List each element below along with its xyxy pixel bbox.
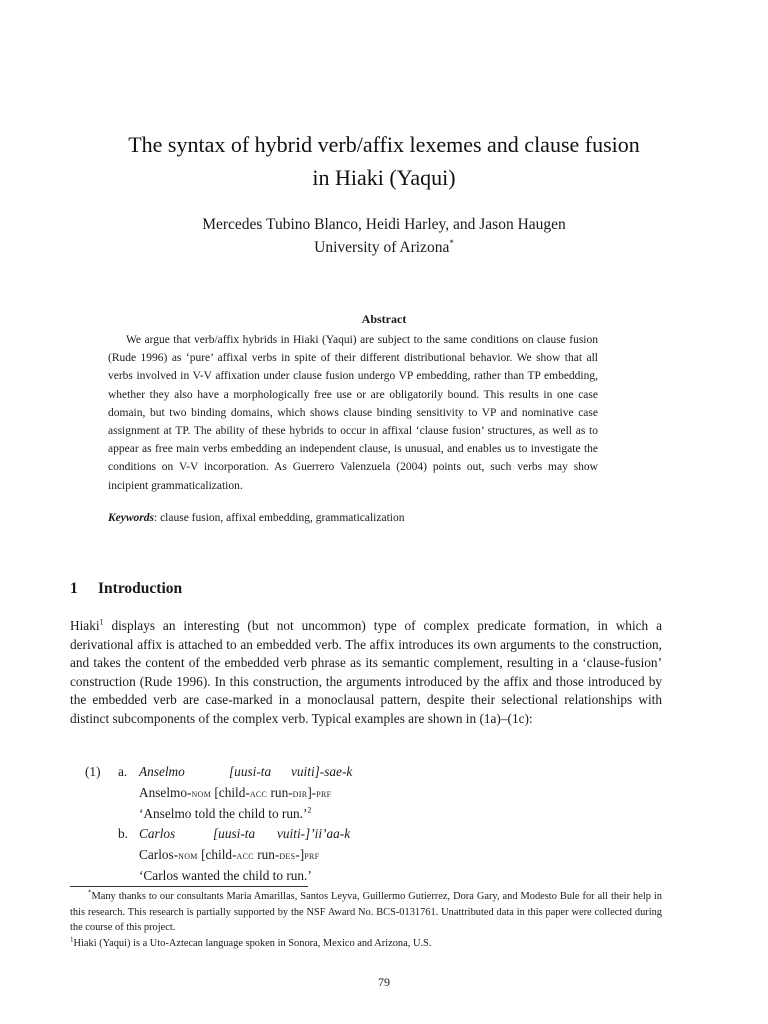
intro-paragraph [70, 617, 662, 729]
section-number: 1 [70, 580, 78, 597]
title-line-1: The syntax of hybrid verb/affix lexemes and clause fusion [128, 132, 640, 157]
keywords-separator: : [154, 512, 158, 524]
footnote-star-mark: * [88, 888, 92, 897]
gloss-affix: des [279, 848, 296, 862]
footnote-mark-2: 2 [307, 805, 312, 815]
footnote-rule [70, 886, 308, 887]
footnotes [70, 889, 662, 951]
example-1b-letter: b. [118, 826, 128, 841]
footnote-mark-1: 1 [99, 617, 104, 627]
gloss-affix: dir [292, 786, 308, 800]
affiliation-footnote-mark: * [449, 237, 454, 248]
intro-text: displays an interesting (but not uncommon) type of complex predicate formation, in which a derivational affix is attached to an embedded verb. The affix introduces its own arguments to the construction, and takes the content of the embedded verb phrase as its semantic complement, resulting in a ‘clause-fusion’ construction (Rude 1996). In this construction, the arguments introduced by the affix and those introduced by the embedded verb are case-marked in a monoclausal pattern, despite their selectional relationships with distinct subcomponents of the complex verb. Typical examples are shown in (1a)–(1c): [70, 618, 662, 726]
example-number: (1) [85, 764, 101, 779]
example-1b-gloss [139, 823, 539, 886]
gloss-stem: Anselmo- [139, 785, 192, 800]
gloss-stem: Carlos- [139, 847, 179, 862]
footnote-acknowledgements [70, 889, 662, 936]
gloss-segment: -] [295, 847, 305, 862]
author-names: Mercedes Tubino Blanco, Heidi Harley, and Jason Haugen [202, 216, 566, 233]
example-1a-gloss-line [139, 782, 539, 803]
gloss-segment: run- [253, 847, 280, 862]
example-1a-word-3: vuiti]-sae-k [291, 764, 353, 779]
abstract-heading: Abstract [361, 312, 407, 326]
page-number: 79 [378, 975, 390, 989]
example-1a-translation [139, 803, 539, 824]
example-1b [118, 823, 128, 844]
example-1a-word-2: [uusi-ta [229, 764, 272, 779]
footnote-hiaki [70, 936, 662, 952]
gloss-affix: prf [304, 848, 320, 862]
author-affiliation [60, 236, 708, 259]
translation-text: ‘Anselmo told the child to run.’ [139, 806, 308, 821]
footnote-1-text: Many thanks to our consultants Maria Amarillas, Santos Leyva, Guillermo Gutierrez, Dora Gary, and Modesto Bule for all their help in this research. This research is partially supported by the NSF Award No. BCS-0131761. Unattributed data in this paper were collected during the course of this project. [70, 891, 662, 934]
example-1b-word-3: vuiti-]’ii’aa-k [277, 826, 351, 841]
gloss-case: nom [191, 786, 212, 800]
keywords-text: clause fusion, affixal embedding, grammaticalization [160, 512, 405, 524]
footnote-2-text: Hiaki (Yaqui) is a Uto-Aztecan language spoken in Sonora, Mexico and Arizona, U.S. [73, 937, 432, 949]
example-1b-word-2: [uusi-ta [213, 826, 256, 841]
gloss-segment: ]- [307, 785, 317, 800]
paper-title [60, 128, 708, 194]
keywords-line [108, 509, 598, 527]
title-line-2: in Hiaki (Yaqui) [312, 165, 456, 190]
abstract-text: We argue that verb/affix hybrids in Hiaki (Yaqui) are subject to the same conditions on clause fusion (Rude 1996) as ‘pure’ affixal verbs in spite of their different distributional behavior. We show that all verbs involved in V-V affixation under clause fusion undergo VP embedding, rather than TP embedding, whether they also have a morphologically free use or are obligatorily bound. This results in one case domain, but two binding domains, which shows clause binding sensitivity to VP and nominative case assignment at TP. The ability of these hybrids to occur in affixal ‘clause fusion’ structures, as well as to appear as free main verbs embedding an independent clause, is unusual, and enables us to investigate the conditions on V-V incorporation. As Guerrero Valenzuela (2004) points out, such verbs may show incipient grammaticalization. [108, 334, 598, 492]
example-1a-letter: a. [118, 764, 128, 779]
intro-first-word: Hiaki [70, 618, 100, 633]
gloss-segment: [child- [201, 847, 237, 862]
example-1a-hiaki-line [139, 761, 539, 782]
example-1b-hiaki-line [139, 823, 539, 844]
gloss-affix: prf [316, 786, 332, 800]
example-1a-gloss [139, 761, 539, 824]
gloss-segment: run- [267, 785, 293, 800]
gloss-case: acc [249, 786, 268, 800]
example-1b-word-1: Carlos [139, 826, 176, 841]
gloss-case: nom [178, 848, 198, 862]
example-1a-word-1: Anselmo [139, 764, 185, 779]
example-1a [118, 761, 127, 782]
gloss-segment: [child- [214, 785, 250, 800]
gloss-case: acc [236, 848, 254, 862]
affiliation-text: University of Arizona [314, 239, 450, 256]
example-1b-translation: ‘Carlos wanted the child to run.’ [139, 868, 312, 883]
author-block [60, 213, 708, 259]
section-heading [70, 580, 700, 598]
footnote-1-mark: 1 [70, 935, 74, 944]
example-1b-gloss-line [139, 844, 539, 865]
keywords-label: Keywords [108, 512, 154, 524]
section-title: Introduction [98, 580, 183, 597]
